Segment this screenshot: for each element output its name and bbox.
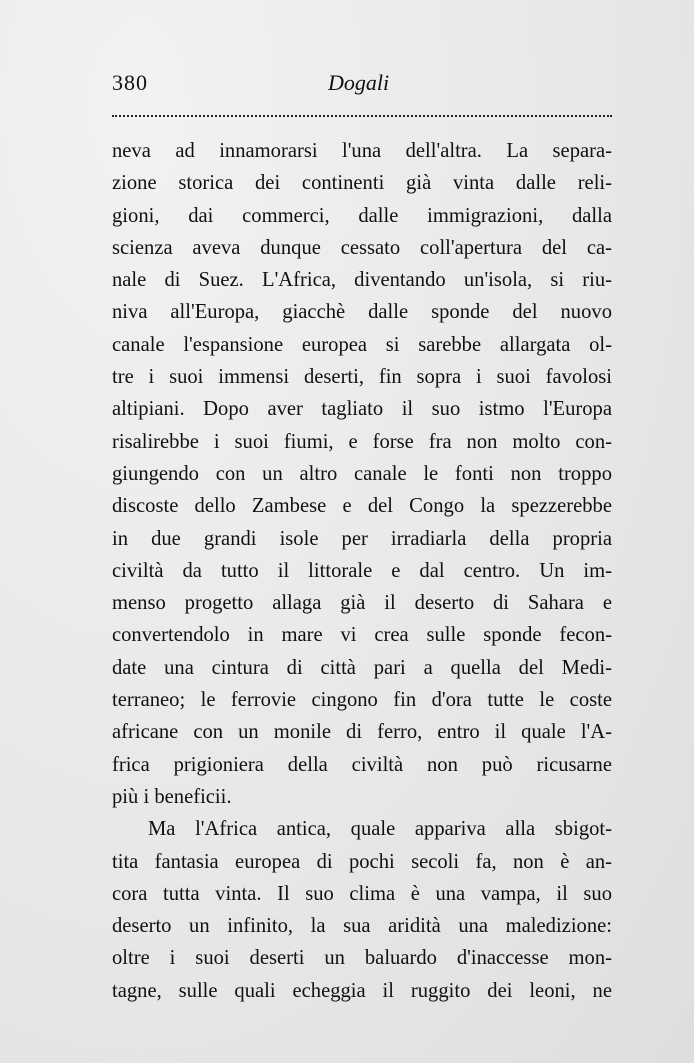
text-line: giungendo con un altro canale le fonti non troppo xyxy=(112,462,612,485)
text-line: altipiani. Dopo aver tagliato il suo istmo l'Europa xyxy=(112,398,612,421)
body-text xyxy=(112,135,612,1007)
text-line: deserto un infinito, la sua aridità una maledizione: xyxy=(112,915,612,938)
header-rule xyxy=(112,115,612,117)
text-line: convertendolo in mare vi crea sulle sponde fecon- xyxy=(112,624,612,647)
text-line: tagne, sulle quali echeggia il ruggito dei leoni, ne xyxy=(112,979,612,1002)
text-line: date una cintura di città pari a quella del Medi- xyxy=(112,656,612,679)
text-line: civiltà da tutto il littorale e dal centro. Un im- xyxy=(112,559,612,582)
page-number: 380 xyxy=(112,70,148,95)
text-line: cora tutta vinta. Il suo clima è una vampa, il suo xyxy=(112,882,612,905)
text-line: nale di Suez. L'Africa, diventando un'isola, si riu- xyxy=(112,269,612,292)
paragraph-end-line: più i beneficii. xyxy=(112,785,232,808)
text-line: tita fantasia europea di pochi secoli fa, non è an- xyxy=(112,850,612,873)
text-line: gioni, dai commerci, dalle immigrazioni, dalla xyxy=(112,204,612,227)
text-line: frica prigioniera della civiltà non può ricusarne xyxy=(112,753,612,776)
text-line: oltre i suoi deserti un baluardo d'inaccesse mon- xyxy=(112,947,612,970)
text-line: canale l'espansione europea si sarebbe allargata ol- xyxy=(112,333,612,356)
page-header xyxy=(112,70,612,100)
text-line: tre i suoi immensi deserti, fin sopra i suoi favolosi xyxy=(112,366,612,389)
text-line: discoste dello Zambese e del Congo la spezzerebbe xyxy=(112,495,612,518)
paragraph-first-line: Ma l'Africa antica, quale appariva alla sbigot- xyxy=(148,818,612,841)
text-line: in due grandi isole per irradiarla della propria xyxy=(112,527,612,550)
text-line: menso progetto allaga già il deserto di Sahara e xyxy=(112,592,612,615)
text-line: zione storica dei continenti già vinta dalle reli- xyxy=(112,172,612,195)
text-line: neva ad innamorarsi l'una dell'altra. La separa- xyxy=(112,140,612,162)
running-title: Dogali xyxy=(328,70,390,95)
text-line: africane con un monile di ferro, entro il quale l'A- xyxy=(112,721,612,744)
text-line: niva all'Europa, giacchè dalle sponde del nuovo xyxy=(112,301,612,324)
text-line: scienza aveva dunque cessato coll'apertura del ca- xyxy=(112,236,612,259)
text-line: risalirebbe i suoi fiumi, e forse fra non molto con- xyxy=(112,430,612,453)
text-line: terraneo; le ferrovie cingono fin d'ora tutte le coste xyxy=(112,689,612,712)
